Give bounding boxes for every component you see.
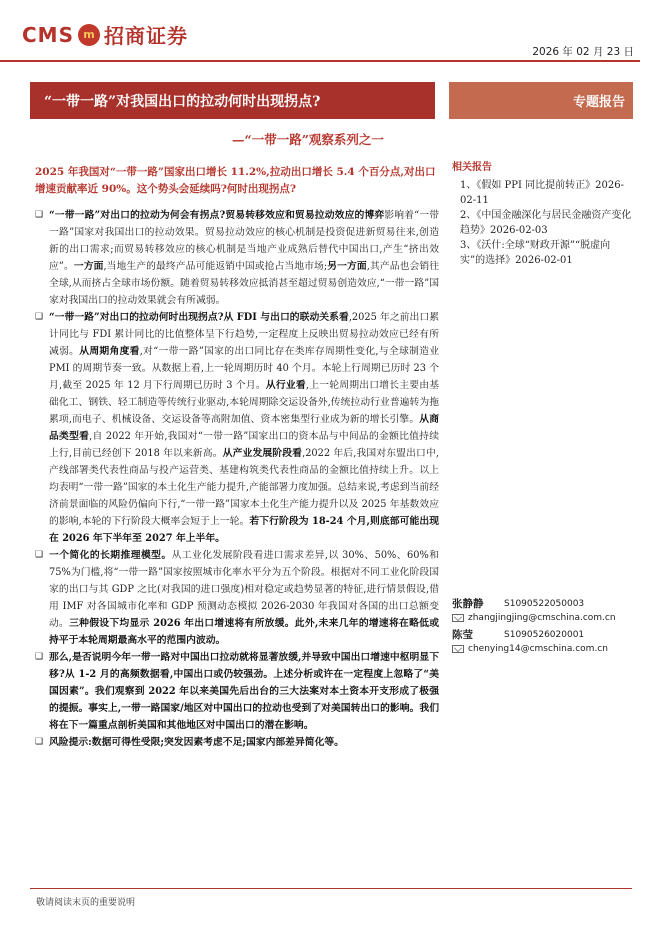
bullet-text: ,2022 年后,我国对东盟出口中,产线部署类代表性商品与投产运营类、基建构筑类代表性商品的金额比值持续上升。以上均表明“一带一路”国家的本土化生产能力提升,产能部署力度加强。总结来说,考虑到当前经济前景面临的风险仍偏向下行,“一带一路”国家本土化生产能力提升以及 2025 年基数效应的影响,本轮的下行阶段大概率会短于上一轮。 — [49, 448, 440, 527]
bullet-square-icon: ❑ — [35, 312, 44, 322]
bullet-bold: 若下行阶段为 18-24 个月,则底部可能出现在 2026 年下半年至 2027 年上半年。 — [49, 516, 439, 544]
bullet-text: ,上一轮周期出口增长主要由基础化工、钢铁、轻工制造等传统行业驱动,本轮周期除交运设备外,传统拉动行业普遍转为拖累项,而电子、机械设备、交运设备等高附加值、资本密集型行业成为新的增长引擎。 — [49, 380, 440, 425]
footer-divider — [30, 888, 632, 889]
report-date: 2026 年 02 月 23 日 — [532, 46, 634, 58]
bullet-lead: 一个简化的长期推理模型。 — [49, 550, 172, 561]
bullet-bold: 从产业发展阶段看 — [222, 448, 303, 459]
mail-icon — [452, 645, 464, 653]
analyst-row — [452, 628, 632, 642]
related-report-2[interactable]: 2、《中国金融深化与居民金融资产变化趋势》2026-02-03 — [460, 210, 632, 236]
bullet-lead: “一带一路”对出口的拉动何时出现拐点?从 FDI 与出口的联动关系看 — [49, 312, 349, 323]
analyst-name: 张静静 — [452, 598, 484, 610]
bullet-bold: 从周期角度看 — [79, 346, 140, 357]
bullet-bold: 三种假设下均显示 2026 年出口增速将有所放缓。此外,未来几年的增速将在略低或持平于本轮周期最高水平的范围内波动。 — [49, 618, 440, 646]
main-body — [35, 207, 439, 751]
analyst-name: 陈莹 — [452, 629, 473, 641]
bullet-text: ,对“一带一路”国家的出口同比存在类库存周期性变化,与全球制造业 PMI 的周期节奏一致。从数据上看,上一轮周期历时 40 个月。本轮上行周期已历时 23 个月,截至 2025 年 12 月下行周期已历时 3 个月。 — [49, 346, 440, 391]
report-type-banner — [449, 82, 633, 119]
bullet-paragraph-2 — [35, 309, 439, 547]
company-logo — [22, 20, 188, 49]
bullet-text: ,2025 年之前出口累计同比与 FDI 累计同比的比值整体呈下行趋势,一定程度上反映出贸易拉动效应已经有所减弱。 — [49, 312, 439, 357]
bullet-square-icon: ❑ — [35, 737, 44, 747]
report-type: 专题报告 — [572, 95, 625, 110]
mail-icon — [452, 614, 464, 622]
bullet-paragraph-4 — [35, 649, 439, 734]
bullet-paragraph-5 — [35, 734, 439, 751]
bullet-square-icon: ❑ — [35, 210, 44, 220]
bullet-text: 从工业化发展阶段看进口需求差异,以 30%、50%、60%和 75%为门槛,将“一带一路”国家按照城市化率水平分为五个阶段。根据对不同工业化阶段国家的出口与其 GDP 之比(对我国的进口强度)相对稳定或趋势显著的特征,进行情景假设,借用 IMF 对各国城市化率和 GDP 预测动态模拟 2026-2030 年我国对各国的出口总额变动。 — [49, 550, 440, 629]
report-subtitle: —“一带一路”观察系列之一 — [232, 132, 384, 147]
bullet-square-icon: ❑ — [35, 652, 44, 662]
analyst-email-row[interactable] — [452, 642, 632, 656]
analyst-block — [452, 597, 632, 659]
related-report-3[interactable]: 3、《沃什:全球“财政开源”“脱虚向实”的选择》2026-02-01 — [460, 240, 611, 266]
related-heading: 相关报告 — [452, 162, 492, 173]
analyst-email[interactable]: chenying14@cmschina.com.cn — [468, 644, 608, 654]
bullet-lead: 风险提示:数据可得性受限;突发因素考虑不足;国家内部差异简化等。 — [49, 737, 344, 748]
bullet-text: ,自 2022 年开始,我国对“一带一路”国家出口的资本品与中间品的金额比值持续上行,目前已经创下 2018 年以来新高。 — [49, 431, 440, 459]
analyst-row — [452, 597, 632, 611]
analyst-id: S1090522050003 — [504, 599, 585, 609]
bullet-text: ,当地生产的最终产品可能返销中国或抢占当地市场; — [103, 261, 328, 272]
analyst-email-row[interactable] — [452, 611, 632, 625]
bullet-bold: 另一方面 — [327, 261, 367, 272]
bullet-square-icon: ❑ — [35, 550, 44, 560]
footer-note: 敬请阅读末页的重要说明 — [36, 898, 136, 908]
logo-mark-icon: m — [78, 24, 100, 46]
report-title: “一带一路”对我国出口的拉动何时出现拐点? — [44, 94, 321, 110]
bullet-paragraph-1 — [35, 207, 439, 309]
title-banner — [30, 82, 435, 119]
bullet-bold: 从行业看 — [265, 380, 306, 391]
bullet-bold: 一方面 — [73, 261, 104, 272]
analyst-id: S1090526020001 — [504, 630, 585, 640]
bullet-paragraph-3 — [35, 547, 439, 649]
related-reports — [452, 160, 634, 268]
bullet-text: 影响着“一带一路”国家对我国出口的拉动效果。贸易拉动效应的核心机制是投资促进新贸易往来,创造新的出口需求;而贸易转移效应的核心机制是当地产业成熟后替代中国出口,产生“挤出效应”。 — [49, 210, 439, 272]
bullet-lead: 那么,是否说明今年一带一路对中国出口拉动就将显著放缓,并导致中国出口增速中枢明显下移?从 1-2 月的高频数据看,中国出口或仍较强劲。上述分析或许在一定程度上忽略了“美国因素”。我们观察到 2022 年以来美国先后出台的三大法案对本土资本开支形成了极强的提振。事实上,一带一路国家/地区对中国出口的拉动也受到了对美国转出口的影响。我们将在下一篇重点剖析美国和其他地区对中国出口的潜在影响。 — [49, 652, 439, 731]
logo-text-en: CMS — [22, 22, 74, 47]
bullet-text: ,其产品也会销往全球,从而挤占全球市场份额。随着贸易转移效应抵消甚至超过贸易创造效应,“一带一路”国家对我国出口的拉动效果就会有所减弱。 — [49, 261, 439, 306]
related-report-1[interactable]: 1、《假如 PPI 同比提前转正》2026-02-11 — [460, 180, 624, 206]
bullet-lead: “一带一路”对出口的拉动为何会有拐点?贸易转移效应和贸易拉动效应的博弈 — [49, 210, 385, 221]
logo-text-cn: 招商证券 — [103, 24, 188, 48]
header-divider — [0, 60, 640, 62]
analyst-email[interactable]: zhangjingjing@cmschina.com.cn — [468, 613, 616, 623]
summary-paragraph: 2025 年我国对“一带一路”国家出口增长 11.2%,拉动出口增长 5.4 个百分点,对出口增速贡献率近 90%。这个势头会延续吗?何时出现拐点? — [35, 166, 436, 195]
bullet-bold: 从商品类型看 — [49, 414, 439, 442]
